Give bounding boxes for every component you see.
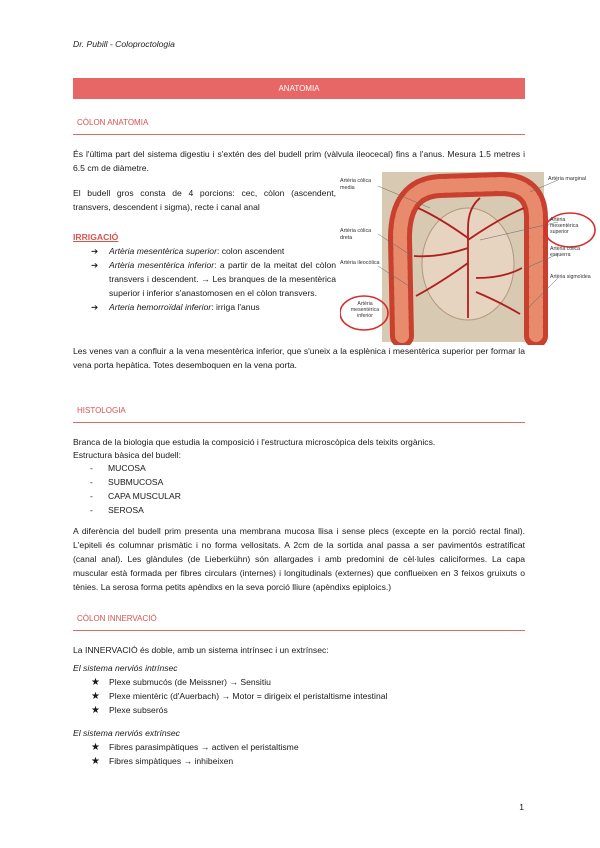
list-item: ★ Fibres simpàtiques → inhibeixen [91,755,234,767]
list-item: - SUBMUCOSA [90,476,164,487]
star-icon: ★ [91,677,100,688]
paragraph-venes: Les venes van a confluir a la vena mesentèrica inferior, que s'uneix a la esplènica i mesentèrica superior per formar la vena porta hepàtica. Totes desemboquen en la vena porta. [73,346,525,370]
arrow-right-icon: ➔ [91,259,99,270]
colon-arteries-figure [340,168,597,345]
irrigacio-list [73,245,336,315]
label-mesenterica-inferior: Artèria mesentèrica inferior [350,301,380,320]
paragraph-portions: El budell gros consta de 4 porcions: cec, còlon (ascendent, transvers, descendent i sigma), recte i canal anal [73,188,336,212]
paragraph-histologia-detail: A diferència del budell prim presenta una membrana mucosa llisa i sense plecs (excepte en la porció rectal final). L'epiteli és columnar prismàtic i no forma vellositats. A 2cm de la sortida anal passa a ser pavimentós estratificat (canal anal). Les glàndules (de Lieberkühn) són allargades i amb predomini de cèl·lules caliciformes. La capa muscular està formada per fibres circulars (internes) i longitudinals (externes) que conflueixen en 3 feixos gruixuts o tènies. La serosa forma petits apèndixs en la seva porció lliure (apèndixs epiploics.) [73,526,525,592]
heading-innervacio: CÒLON INNERVACIÓ [77,614,157,623]
list-item: ➔ Arteria hemorroïdal inferior: irriga l'anus [73,301,336,315]
star-icon: ★ [91,690,100,702]
paragraph-estructura: Estructura bàsica del budell: [73,450,181,460]
heading-rule [73,422,525,423]
list-item: ★ Plexe mientèric (d'Auerbach) → Motor = dirigeix el peristaltisme intestinal [91,690,388,702]
list-item: ★ Fibres parasimpàtiques → activen el peristaltisme [91,742,299,753]
list-item: ➔ Artèria mesentèrica inferior: a partir de la meitat del còlon transvers i descendent. → Les branques de la mesentèrica superior i inferior s'anastomosen en el còlon transvers. [91,259,337,298]
irrigacio-title: IRRIGACIÓ [73,232,119,242]
label-marginal: Artèria marginal [548,176,587,182]
arrow-right-icon: ➔ [91,301,99,312]
list-item: ★ Plexe submucós (de Meissner) → Sensitiu [91,677,271,688]
heading-colon-anatomia: CÒLON ANATOMIA [77,118,149,127]
extrinsec-list [73,741,525,769]
heading-histologia: HISTOLOGIA [77,406,126,415]
intrinsec-title: El sistema nerviós intrínsec [73,663,178,673]
star-icon: ★ [91,704,100,716]
star-icon: ★ [91,742,100,753]
section-banner: ANATOMIA [73,78,525,99]
list-item: ➔ Artèria mesentèrica superior: colon ascendent [73,245,336,259]
label-colica-esquerra: Artèria còlica esquerra [550,246,580,259]
star-icon: ★ [91,755,100,767]
label-mesenterica-superior: Artèria mesentèrica superior [550,217,579,236]
label-sigmoidea: Artèria sigmoïdea [550,274,591,280]
paragraph-histologia-def: Branca de la biologia que estudia la composició i l'estructura microscòpica dels teixits orgànics. [73,437,436,447]
label-colica-media: Artèria còlica media [340,178,372,191]
list-item: - SEROSA [90,504,144,515]
list-item: ★ Plexe subserós [91,704,168,716]
list-item: - CAPA MUSCULAR [90,490,181,501]
heading-rule [73,134,525,135]
extrinsec-title: El sistema nerviós extrínsec [73,728,180,738]
label-colica-dreta: Artèria còlica dreta [340,228,372,241]
page-number: 1 [519,802,524,812]
list-item: - MUCOSA [90,463,146,473]
document-header: Dr. Pubill - Coloproctologia [73,39,175,49]
paragraph-innervacio-intro: La INNERVACIÓ és doble, amb un sistema intrínsec i un extrínsec: [73,645,329,655]
label-ileocolica: Artèria ileocòlica [340,260,380,266]
heading-rule [73,630,525,631]
arrow-right-icon: ➔ [91,246,99,256]
paragraph-intro: És l'última part del sistema digestiu i s'extén des del budell prim (vàlvula ileocecal) fins a l'anus. Mesura 1.5 metres i 6.5 cm de diàmetre. [73,149,525,173]
layers-list [73,462,373,518]
intrinsec-list [73,676,525,718]
